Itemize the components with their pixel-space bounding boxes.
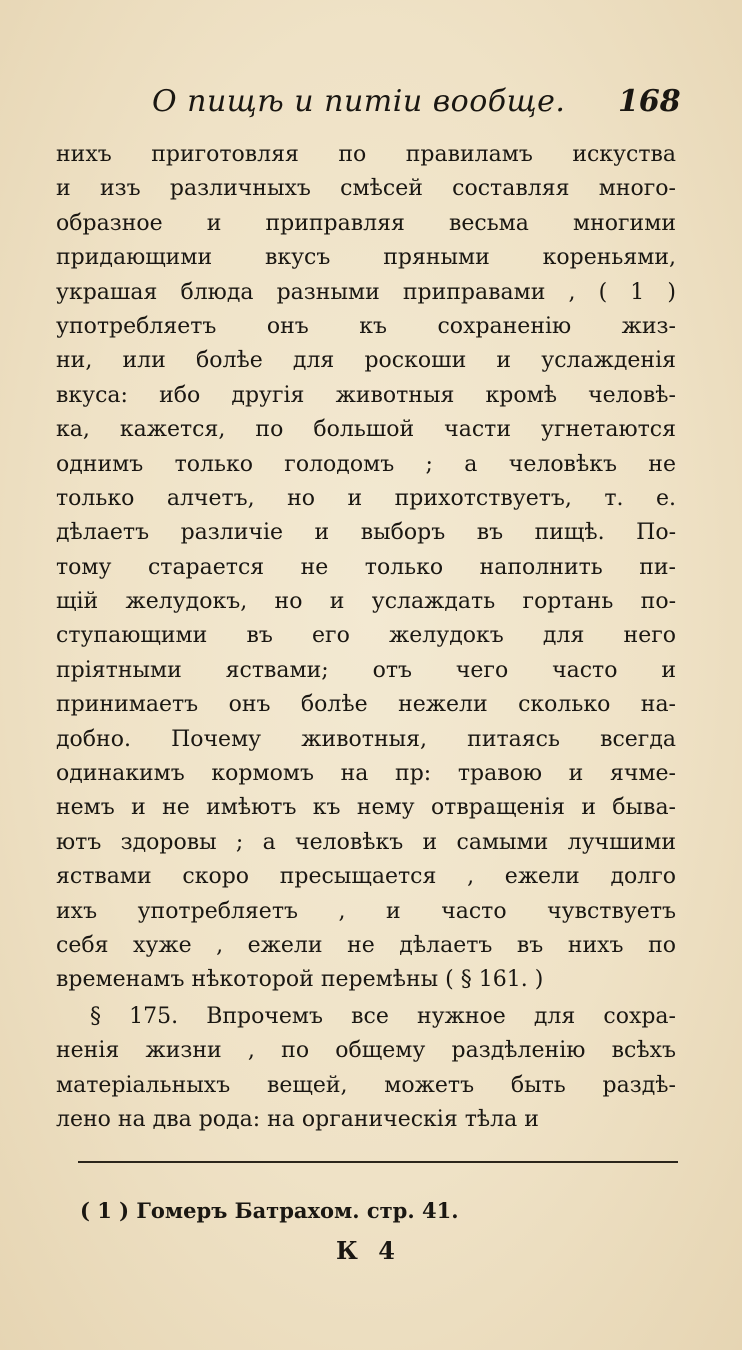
text-line: себя хуже , ежели не дѣлаетъ въ нихъ по	[56, 932, 676, 958]
text-line: тому старается не только наполнить пи-	[56, 554, 676, 580]
text-line: вкуса: ибо другія животныя кромѣ человѣ-	[56, 382, 676, 408]
text-line: матеріальныхъ вещей, можетъ быть раздѣ-	[56, 1072, 676, 1098]
signature-mark: К 4	[336, 1236, 401, 1265]
page-header	[0, 78, 742, 124]
text-line: принимаетъ онъ болѣе нежели сколько на-	[56, 692, 676, 718]
text-line: нихъ приготовляя по правиламъ искуства	[56, 142, 676, 167]
text-line: лено на два рода: на органическія тѣла и	[56, 1107, 539, 1133]
text-line: одинакимъ кормомъ на пр: травою и ячме-	[56, 761, 676, 787]
text-line: ненія жизни , по общему раздѣленію всѣхъ	[56, 1038, 676, 1064]
text-line: образное и приправляя весьма многими	[56, 210, 676, 236]
text-line: временамъ нѣкоторой перемѣны ( § 161. )	[56, 967, 544, 993]
text-line: ютъ здоровы ; а человѣкъ и самыми лучшими	[56, 829, 676, 855]
text-line: дѣлаетъ различіе и выборъ въ пищѣ. По-	[56, 520, 676, 546]
text-line: придающими вкусъ пряными кореньями,	[56, 245, 676, 271]
text-line: только алчетъ, но и прихотствуетъ, т. е.	[56, 485, 676, 511]
text-line: ка, кажется, по большой части угнетаются	[56, 417, 676, 443]
text-line: и изъ различныхъ смѣсей составляя много-	[56, 176, 676, 202]
footnote-separator	[78, 1161, 678, 1163]
text-line: добно. Почему животныя, питаясь всегда	[56, 726, 676, 752]
text-line: § 175. Впрочемъ все нужное для сохра-	[90, 1004, 676, 1029]
text-line: ихъ употребляетъ , и часто чувствуетъ	[56, 898, 676, 924]
paragraph-section-175	[56, 1000, 676, 1138]
footnote: ( 1 ) Гомеръ Батрахом. стр. 41.	[80, 1198, 459, 1223]
text-line: немъ и не имѣютъ къ нему отвращенія и быва-	[56, 795, 676, 821]
page-number: 168	[618, 84, 681, 119]
paragraph-continuation	[56, 138, 676, 998]
text-line: щій желудокъ, но и услаждать гортань по-	[56, 589, 676, 615]
text-line: украшая блюда разными приправами , ( 1 )	[56, 279, 676, 305]
text-line: пріятными яствами; отъ чего часто и	[56, 657, 676, 683]
text-line: однимъ только голодомъ ; а человѣкъ не	[56, 451, 676, 477]
text-line: употребляетъ онъ къ сохраненію жиз-	[56, 313, 676, 339]
running-title: О пищѣ и питіи вообще.	[152, 84, 566, 119]
text-line: ни, или болѣе для роскоши и услажденія	[56, 348, 676, 374]
text-line: ступающими въ его желудокъ для него	[56, 623, 676, 649]
text-line: яствами скоро пресыщается , ежели долго	[56, 864, 676, 890]
